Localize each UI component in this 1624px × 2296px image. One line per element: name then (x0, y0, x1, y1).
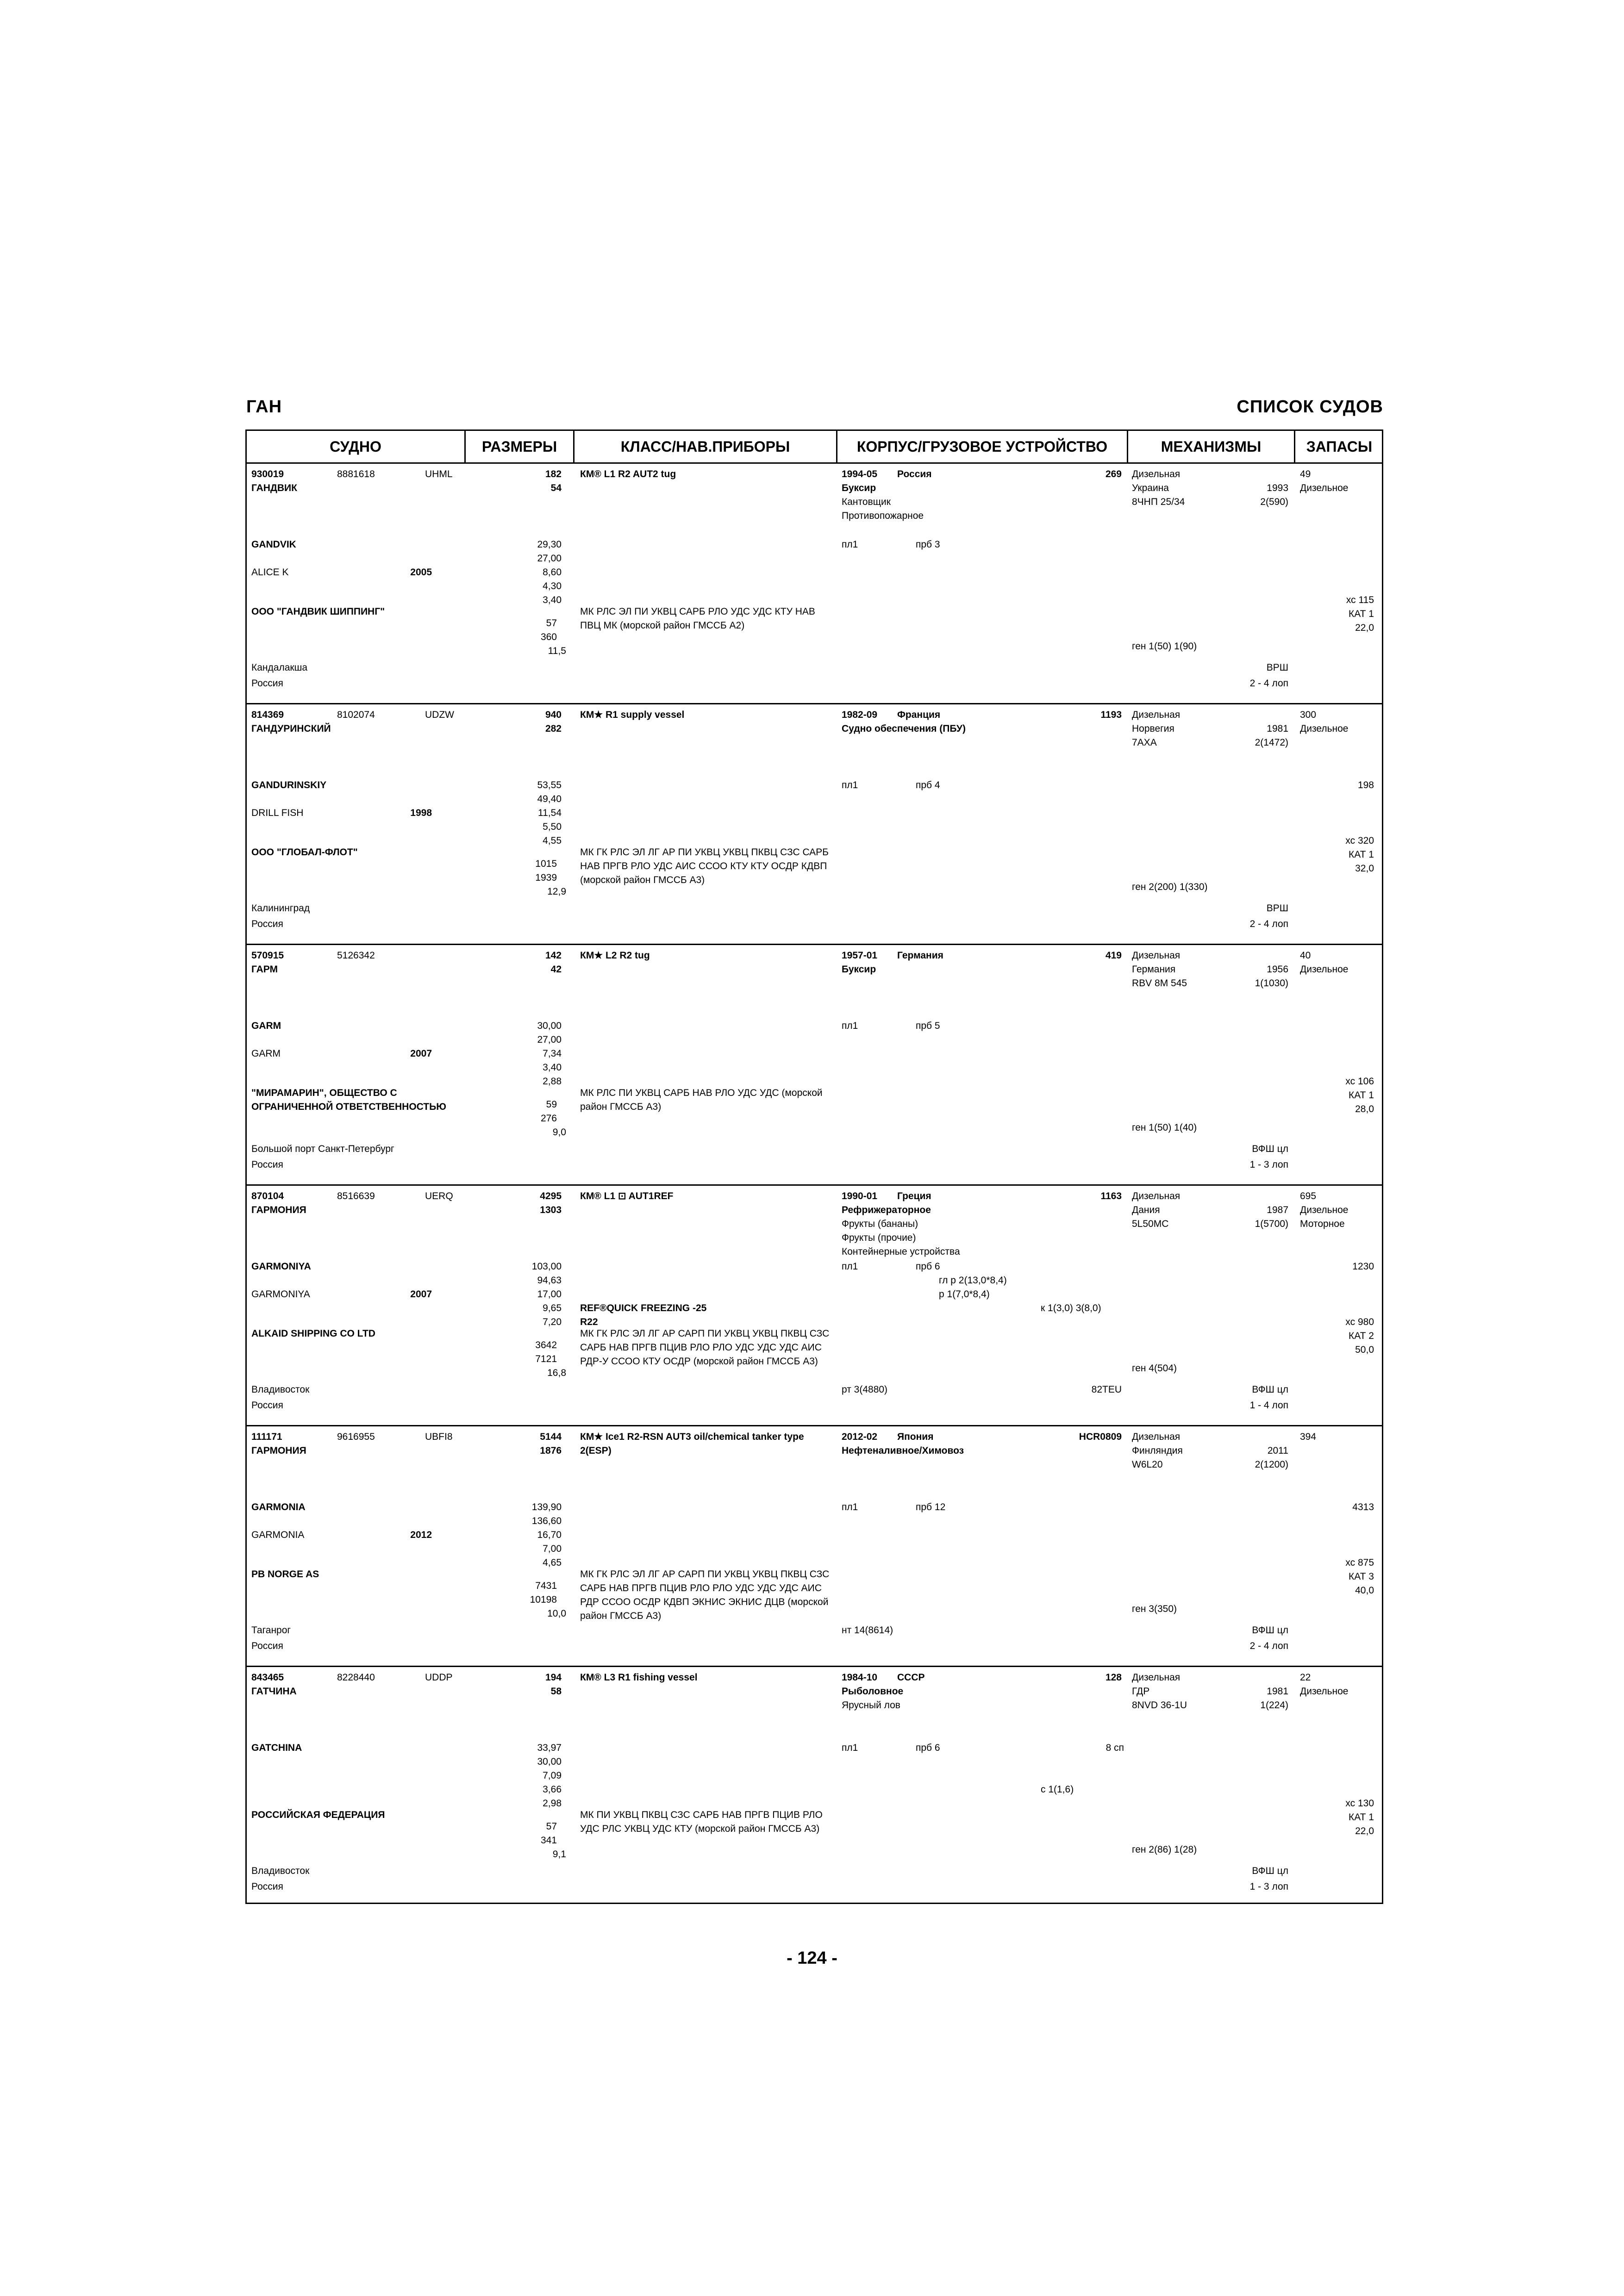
dimension-value: 2,98 (543, 1798, 562, 1809)
cargo-gear-right: к 1(3,0) 3(8,0) (1041, 1303, 1101, 1313)
former-year: 2007 (410, 1289, 432, 1300)
yard-number: 128 (1105, 1672, 1122, 1683)
stores-4: КАТ 1 (1349, 1812, 1374, 1823)
propeller: ВФШ цл (1252, 1866, 1288, 1876)
yard-number: 1163 (1100, 1191, 1122, 1201)
nav-equipment: МК ПИ УКВЦ ПКВЦ СЗС САРБ НАВ ПРГВ ПЦИВ РЛО УДС РЛС УКВЦ УДС КТУ (морской район ГМССБ А3) (580, 1810, 823, 1834)
dimension-value: 7,34 (543, 1048, 562, 1059)
dimension-value: 2,88 (543, 1076, 562, 1087)
vessel-name-ru: ГАНДВИК (251, 483, 297, 493)
country: Россия (251, 919, 283, 929)
stores-4: КАТ 2 (1349, 1331, 1374, 1341)
build-date: 1984-10 (842, 1672, 878, 1683)
dimension-value: 7,09 (543, 1770, 562, 1781)
decks: пл1 (842, 1020, 858, 1031)
dimension-value: 4,55 (543, 835, 562, 846)
dimension-value: 136,60 (531, 1516, 562, 1526)
dimension-value: 16,70 (537, 1530, 562, 1540)
former-name: DRILL FISH (251, 808, 304, 818)
engine-model: 5L50MC (1132, 1219, 1169, 1229)
build-date: 1994-05 (842, 469, 878, 479)
class-notation: КМ★ Ice1 R2-RSN AUT3 oil/chemical tanker type 2(ESP) (580, 1431, 804, 1456)
fuel-type: Дизельное (1300, 1686, 1349, 1697)
vessel-record (247, 1667, 1382, 1908)
call-sign: UDDP (425, 1672, 453, 1683)
vessel-type: Буксир (842, 483, 876, 493)
generators: ген 4(504) (1132, 1363, 1177, 1374)
cargo-gear-far: 8 сп (1106, 1742, 1124, 1753)
vessel-name-en: GANDURINSKIY (251, 780, 327, 790)
vessel-record (247, 1426, 1382, 1667)
capacity-value: 12,9 (547, 886, 566, 897)
engine-country: ГДР (1132, 1686, 1150, 1697)
bulkheads: прб 6 (916, 1261, 940, 1272)
vessel-name-ru: ГАНДУРИНСКИЙ (251, 723, 331, 734)
imo-number: 8228440 (337, 1672, 375, 1683)
stores-3: хс 980 (1345, 1317, 1374, 1327)
stores-5: 22,0 (1355, 622, 1374, 633)
page-header-left: ГАН (246, 397, 282, 417)
country: Россия (251, 1159, 283, 1170)
fuel-type: Дизельное Моторное (1300, 1205, 1349, 1229)
engine-power: 2(1200) (1255, 1459, 1288, 1470)
capacity-value: 59 (546, 1099, 557, 1110)
port: Кандалакша (251, 662, 308, 673)
vessel-name-ru: ГАРМОНИЯ (251, 1445, 306, 1456)
vessel-type: Судно обеспечения (ПБУ) (842, 723, 966, 734)
column-header-vessel: СУДНО (330, 438, 381, 455)
country: Россия (251, 1881, 283, 1892)
former-name: GARMONIA (251, 1530, 305, 1540)
dimension-value: 27,00 (537, 553, 562, 564)
capacity-value: 10198 (530, 1594, 557, 1605)
propeller: ВРШ (1266, 662, 1288, 673)
stores-5: 28,0 (1355, 1104, 1374, 1114)
imo-number: 8102074 (337, 709, 375, 720)
dimension-value: 27,00 (537, 1034, 562, 1045)
propeller: ВФШ цл (1252, 1144, 1288, 1154)
engine-type: Дизельная (1132, 950, 1181, 961)
vessel-type-extra: Фрукты (бананы) Фрукты (прочие) Контейнерные устройства (842, 1219, 960, 1257)
imo-number: 9616955 (337, 1431, 375, 1442)
owner: PB NORGE AS (251, 1569, 319, 1580)
net-tonnage: 1303 (540, 1205, 562, 1215)
owner: РОССИЙСКАЯ ФЕДЕРАЦИЯ (251, 1810, 385, 1820)
capacity-value: 7431 (535, 1580, 557, 1591)
build-country: Япония (897, 1431, 934, 1442)
gross-tonnage: 182 (545, 469, 562, 479)
engine-type: Дизельная (1132, 1191, 1181, 1201)
stores-3: хс 115 (1346, 595, 1374, 605)
vessel-type-extra: Кантовщик Противопожарное (842, 497, 924, 521)
stores-5: 32,0 (1355, 863, 1374, 874)
bulkheads: прб 4 (916, 780, 940, 790)
capacity-value: 57 (546, 618, 557, 628)
engine-country: Дания (1132, 1205, 1160, 1215)
vessel-record (247, 464, 1382, 704)
imo-number: 8881618 (337, 469, 375, 479)
vessel-name-ru: ГАРМ (251, 964, 278, 975)
dimension-value: 7,20 (543, 1317, 562, 1327)
generators: ген 1(50) 1(40) (1132, 1122, 1197, 1133)
decks: пл1 (842, 539, 858, 550)
stores-1: 394 (1300, 1431, 1317, 1442)
class-notation: КМ® L1 ⊡ AUT1REF (580, 1191, 674, 1201)
vessel-name-en: GARMONIYA (251, 1261, 311, 1272)
yard-number: 269 (1105, 469, 1122, 479)
build-date: 1982-09 (842, 709, 878, 720)
dimension-value: 3,66 (543, 1784, 562, 1795)
dimension-value: 53,55 (537, 780, 562, 790)
capacity-value: 7121 (535, 1354, 557, 1364)
column-header-machinery: МЕХАНИЗМЫ (1161, 438, 1262, 455)
dimension-value: 11,54 (538, 808, 562, 818)
vessel-type: Буксир (842, 964, 876, 975)
engine-model: 8NVD 36-1U (1132, 1700, 1187, 1711)
generators: ген 3(350) (1132, 1604, 1177, 1614)
dimension-value: 5,50 (543, 821, 562, 832)
build-country: Греция (897, 1191, 931, 1201)
port: Калининград (251, 903, 310, 914)
fuel-type: Дизельное (1300, 483, 1349, 493)
vessel-name-ru: ГАРМОНИЯ (251, 1205, 306, 1215)
class-notation: КМ★ R1 supply vessel (580, 709, 685, 720)
capacity-value: 11,5 (548, 646, 566, 656)
owner: ООО "ГАНДВИК ШИППИНГ" (251, 606, 385, 617)
engine-power: 2(1472) (1255, 737, 1288, 748)
stores-2: 4313 (1352, 1502, 1374, 1512)
vessel-type-extra: Ярусный лов (842, 1700, 900, 1711)
vessel-table (245, 429, 1383, 1904)
nav-equipment: МК ГК РЛС ЭЛ ЛГ АР ПИ УКВЦ УКВЦ ПКВЦ СЗС САРБ НАВ ПРГВ РЛО УДС АИС ССОО КТУ КТУ ОСДР КДВП (морской район ГМССБ А3) (580, 847, 829, 885)
bulkheads: прб 3 (916, 539, 940, 550)
build-country: Россия (897, 469, 932, 479)
engine-country: Украина (1132, 483, 1169, 493)
engine-power: 1(224) (1260, 1700, 1288, 1711)
capacity-value: 341 (540, 1835, 557, 1846)
imo-number: 5126342 (337, 950, 375, 961)
stores-5: 40,0 (1355, 1585, 1374, 1596)
capacity-value: 1015 (535, 859, 557, 869)
stores-1: 40 (1300, 950, 1311, 961)
nav-equipment: МК РЛС ЭЛ ПИ УКВЦ САРБ РЛО УДС УДС КТУ НАВ ПВЦ МК (морской район ГМССБ А2) (580, 606, 815, 631)
call-sign: UERQ (425, 1191, 453, 1201)
call-sign: UDZW (425, 709, 454, 720)
stores-4: КАТ 1 (1349, 849, 1374, 860)
engine-type: Дизельная (1132, 469, 1181, 479)
engine-year: 2011 (1267, 1445, 1288, 1456)
tanks: рт 3(4880) (842, 1384, 888, 1395)
gross-tonnage: 5144 (540, 1431, 562, 1442)
dimension-value: 30,00 (537, 1020, 562, 1031)
dimension-value: 7,00 (543, 1543, 562, 1554)
net-tonnage: 58 (550, 1686, 562, 1697)
vessel-name-ru: ГАТЧИНА (251, 1686, 297, 1697)
nav-equipment: МК РЛС ПИ УКВЦ САРБ НАВ РЛО УДС УДС (морской район ГМССБ А3) (580, 1088, 823, 1112)
country: Россия (251, 1400, 283, 1411)
propeller-blades: 2 - 4 лоп (1249, 1641, 1288, 1651)
dimension-value: 17,00 (537, 1289, 562, 1300)
stores-3: хс 106 (1345, 1076, 1374, 1087)
vessel-name-en: GANDVIK (251, 539, 296, 550)
capacity-value: 57 (546, 1821, 557, 1832)
reg-number: 111171 (251, 1431, 282, 1442)
owner: ALKAID SHIPPING CO LTD (251, 1328, 375, 1339)
build-date: 1990-01 (842, 1191, 878, 1201)
gross-tonnage: 4295 (540, 1191, 562, 1201)
generators: ген 2(86) 1(28) (1132, 1844, 1197, 1855)
former-year: 2007 (410, 1048, 432, 1059)
decks: пл1 (842, 780, 858, 790)
vessel-type: Рефрижераторное (842, 1205, 931, 1215)
stores-4: КАТ 1 (1349, 609, 1374, 619)
owner: "МИРАМАРИН", ОБЩЕСТВО С ОГРАНИЧЕННОЙ ОТВЕТСТВЕННОСТЬЮ (251, 1088, 446, 1112)
dimension-value: 8,60 (543, 567, 562, 578)
dimension-value: 30,00 (537, 1756, 562, 1767)
engine-year: 1956 (1267, 964, 1288, 975)
capacity-value: 9,1 (552, 1849, 566, 1860)
vessel-record (247, 704, 1382, 945)
yard-number: 1193 (1100, 709, 1122, 720)
propeller-blades: 1 - 3 лоп (1249, 1881, 1288, 1892)
vessel-name-en: GATCHINA (251, 1742, 302, 1753)
nav-equipment: МК ГК РЛС ЭЛ ЛГ АР САРП ПИ УКВЦ УКВЦ ПКВЦ СЗС САРБ НАВ ПРГВ ПЦИВ РЛО РЛО УДС УДС УДС АИС РДР-У ССОО КТУ ОСДР (морской район ГМССБ А3) (580, 1328, 830, 1367)
stores-3: хс 130 (1345, 1798, 1374, 1809)
dimension-value: 9,65 (543, 1303, 562, 1313)
class-notation: КМ★ L2 R2 tug (580, 950, 650, 961)
engine-type: Дизельная (1132, 1431, 1181, 1442)
class-notation: КМ® L1 R2 AUT2 tug (580, 469, 676, 479)
gross-tonnage: 940 (545, 709, 562, 720)
bulkheads: прб 5 (916, 1020, 940, 1031)
port: Таганрог (251, 1625, 291, 1636)
build-country: Франция (897, 709, 941, 720)
call-sign: UBFI8 (425, 1431, 453, 1442)
reg-number: 814369 (251, 709, 284, 720)
engine-year: 1981 (1267, 1686, 1288, 1697)
capacity-value: 3642 (535, 1340, 557, 1350)
propeller-blades: 2 - 4 лоп (1249, 919, 1288, 929)
vessel-type: Рыболовное (842, 1686, 904, 1697)
former-year: 2012 (410, 1530, 432, 1540)
net-tonnage: 1876 (540, 1445, 562, 1456)
capacity-value: 10,0 (547, 1608, 566, 1619)
class-notation: КМ® L3 R1 fishing vessel (580, 1672, 698, 1683)
dimension-value: 139,90 (531, 1502, 562, 1512)
engine-power: 1(1030) (1255, 978, 1288, 989)
engine-type: Дизельная (1132, 1672, 1181, 1683)
stores-2: 198 (1357, 780, 1374, 790)
vessel-record (247, 945, 1382, 1186)
engine-year: 1981 (1267, 723, 1288, 734)
engine-power: 2(590) (1260, 497, 1288, 507)
decks: пл1 (842, 1261, 858, 1272)
decks: пл1 (842, 1742, 858, 1753)
country: Россия (251, 678, 283, 689)
stores-5: 22,0 (1355, 1826, 1374, 1836)
propeller-blades: 1 - 4 лоп (1249, 1400, 1288, 1411)
engine-year: 1987 (1267, 1205, 1288, 1215)
dimension-value: 49,40 (537, 794, 562, 804)
engine-model: W6L20 (1132, 1459, 1163, 1470)
vessel-name-en: GARM (251, 1020, 281, 1031)
stores-1: 49 (1300, 469, 1311, 479)
dimension-value: 4,65 (543, 1557, 562, 1568)
engine-country: Финляндия (1132, 1445, 1183, 1456)
call-sign: UHML (425, 469, 453, 479)
owner: ООО "ГЛОБАЛ-ФЛОТ" (251, 847, 358, 858)
net-tonnage: 42 (550, 964, 562, 975)
dimension-value: 4,30 (543, 581, 562, 591)
class-extra: REF®QUICK FREEZING -25 R22 (580, 1303, 707, 1327)
capacity-value: 276 (540, 1113, 557, 1124)
dimension-value: 33,97 (537, 1742, 562, 1753)
reg-number: 870104 (251, 1191, 284, 1201)
bulkheads: прб 6 (916, 1742, 940, 1753)
tanks: нт 14(8614) (842, 1625, 893, 1636)
build-country: Германия (897, 950, 943, 961)
stores-4: КАТ 1 (1349, 1090, 1374, 1101)
propeller-blades: 2 - 4 лоп (1249, 678, 1288, 689)
port: Большой порт Санкт-Петербург (251, 1144, 394, 1154)
stores-3: хс 320 (1345, 835, 1374, 846)
propeller-blades: 1 - 3 лоп (1249, 1159, 1288, 1170)
gross-tonnage: 142 (545, 950, 562, 961)
engine-model: RBV 8M 545 (1132, 978, 1187, 989)
imo-number: 8516639 (337, 1191, 375, 1201)
propeller: ВФШ цл (1252, 1625, 1288, 1636)
stores-4: КАТ 3 (1349, 1571, 1374, 1582)
page-number: - 124 - (787, 1948, 837, 1968)
capacity-value: 16,8 (547, 1368, 566, 1378)
former-year: 2005 (410, 567, 432, 578)
former-name: GARMONIYA (251, 1289, 310, 1300)
yard-number: 419 (1105, 950, 1122, 961)
engine-country: Норвегия (1132, 723, 1174, 734)
port: Владивосток (251, 1866, 310, 1876)
reg-number: 843465 (251, 1672, 284, 1683)
column-header-hull: КОРПУС/ГРУЗОВОЕ УСТРОЙСТВО (856, 438, 1108, 455)
build-date: 1957-01 (842, 950, 878, 961)
former-year: 1998 (410, 808, 432, 818)
dimension-value: 103,00 (531, 1261, 562, 1272)
vessel-name-en: GARMONIA (251, 1502, 306, 1512)
dimension-value: 94,63 (537, 1275, 562, 1286)
former-name: ALICE K (251, 567, 289, 578)
table-header (247, 431, 1382, 464)
generators: ген 2(200) 1(330) (1132, 882, 1208, 892)
cargo-gear-right: с 1(1,6) (1041, 1784, 1074, 1795)
engine-model: 7AXA (1132, 737, 1157, 748)
generators: ген 1(50) 1(90) (1132, 641, 1197, 652)
reg-number: 930019 (251, 469, 284, 479)
dimension-value: 3,40 (543, 595, 562, 605)
reg-number: 570915 (251, 950, 284, 961)
stores-2: 1230 (1352, 1261, 1374, 1272)
containers: 82TEU (1091, 1384, 1122, 1395)
former-name: GARM (251, 1048, 281, 1059)
stores-1: 22 (1300, 1672, 1311, 1683)
cargo-gear: гл р 2(13,0*8,4) р 1(7,0*8,4) (939, 1275, 1007, 1300)
net-tonnage: 54 (550, 483, 562, 493)
build-country: СССР (897, 1672, 925, 1683)
vessel-record (247, 1186, 1382, 1426)
nav-equipment: МК ГК РЛС ЭЛ ЛГ АР САРП ПИ УКВЦ УКВЦ ПКВЦ СЗС САРБ НАВ ПРГВ ПЦИВ РЛО РЛО УДС УДС УДС АИС РДР ССОО ОСДР КДВП ЭКНИС ЭКНИС ДЦВ (морской район ГМССБ А3) (580, 1569, 830, 1621)
port: Владивосток (251, 1384, 310, 1395)
vessel-type: Нефтеналивное/Химовоз (842, 1445, 964, 1456)
yard-number: HCR0809 (1079, 1431, 1122, 1442)
capacity-value: 1939 (535, 872, 557, 883)
build-date: 2012-02 (842, 1431, 878, 1442)
stores-5: 50,0 (1355, 1344, 1374, 1355)
dimension-value: 3,40 (543, 1062, 562, 1073)
capacity-value: 9,0 (552, 1127, 566, 1138)
decks: пл1 (842, 1502, 858, 1512)
engine-country: Германия (1132, 964, 1176, 975)
fuel-type: Дизельное (1300, 964, 1349, 975)
engine-model: 8ЧНП 25/34 (1132, 497, 1185, 507)
column-header-dimensions: РАЗМЕРЫ (481, 438, 557, 455)
stores-3: хс 875 (1345, 1557, 1374, 1568)
engine-power: 1(5700) (1255, 1219, 1288, 1229)
propeller: ВРШ (1266, 903, 1288, 914)
page-header-right: СПИСОК СУДОВ (1237, 397, 1383, 417)
stores-1: 300 (1300, 709, 1317, 720)
net-tonnage: 282 (545, 723, 562, 734)
propeller: ВФШ цл (1252, 1384, 1288, 1395)
column-header-stores: ЗАПАСЫ (1306, 438, 1373, 455)
dimension-value: 29,30 (537, 539, 562, 550)
capacity-value: 360 (540, 632, 557, 642)
engine-year: 1993 (1267, 483, 1288, 493)
column-header-class: КЛАСС/НАВ.ПРИБОРЫ (620, 438, 790, 455)
engine-type: Дизельная (1132, 709, 1181, 720)
country: Россия (251, 1641, 283, 1651)
bulkheads: прб 12 (916, 1502, 946, 1512)
stores-1: 695 (1300, 1191, 1317, 1201)
fuel-type: Дизельное (1300, 723, 1349, 734)
gross-tonnage: 194 (545, 1672, 562, 1683)
